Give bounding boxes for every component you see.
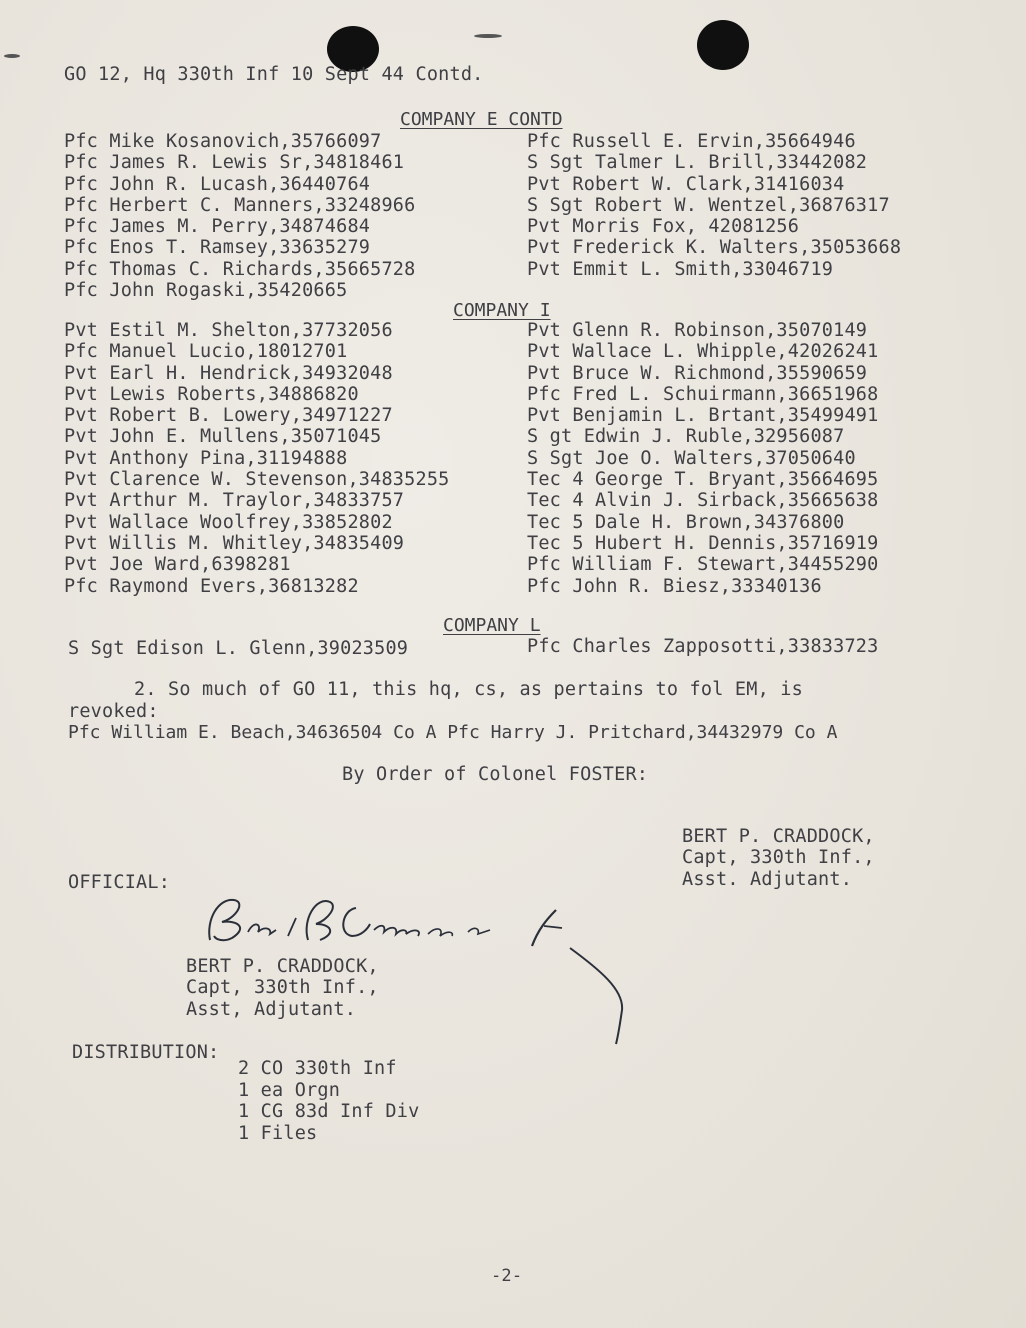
roster-entry: Pvt Benjamin L. Brtant,35499491 xyxy=(527,405,879,427)
company-i-right-column xyxy=(527,320,878,597)
distribution-list xyxy=(238,1058,419,1145)
roster-entry: Pvt Willis M. Whitley,34835409 xyxy=(64,532,405,554)
company-e-heading: COMPANY E CONTD xyxy=(400,109,563,130)
punch-hole-right xyxy=(697,20,749,70)
roster-entry: Pvt Frederick K. Walters,35053668 xyxy=(527,237,902,259)
roster-entry: S Sgt Talmer L. Brill,33442082 xyxy=(527,152,868,174)
official-signatory-title: Asst, Adjutant. xyxy=(186,998,357,1020)
roster-entry: Pvt Morris Fox, 42081256 xyxy=(527,216,800,238)
distribution-item: 1 Files xyxy=(238,1123,318,1145)
roster-entry: Pfc Fred L. Schuirmann,36651968 xyxy=(527,383,879,405)
distribution-item: 1 ea Orgn xyxy=(238,1079,341,1101)
document-header: GO 12, Hq 330th Inf 10 Sept 44 Contd. xyxy=(64,64,484,85)
handwritten-signature xyxy=(192,890,592,950)
roster-entry: Pvt Clarence W. Stevenson,34835255 xyxy=(64,469,450,491)
roster-entry: Tec 4 Alvin J. Sirback,35665638 xyxy=(527,490,879,512)
roster-entry: S Sgt Edison L. Glenn,39023509 xyxy=(68,638,409,659)
roster-entry: Pfc Mike Kosanovich,35766097 xyxy=(64,131,382,152)
roster-entry: Pvt Joe Ward,6398281 xyxy=(64,554,291,576)
distribution-item: 1 CG 83d Inf Div xyxy=(238,1101,420,1123)
ink-speck xyxy=(474,34,502,38)
roster-entry: Pvt Anthony Pina,31194888 xyxy=(64,447,348,469)
roster-entry: S Sgt Joe O. Walters,37050640 xyxy=(527,447,856,469)
roster-entry: Pvt Robert B. Lowery,34971227 xyxy=(64,405,393,427)
roster-entry: Pfc James R. Lewis Sr,34818461 xyxy=(64,152,405,174)
roster-entry: Pvt Emmit L. Smith,33046719 xyxy=(527,258,834,280)
roster-entry: Pvt Bruce W. Richmond,35590659 xyxy=(527,362,868,384)
roster-entry: Tec 4 George T. Bryant,35664695 xyxy=(527,469,879,491)
roster-entry: Pvt John E. Mullens,35071045 xyxy=(64,426,382,448)
company-l-heading: COMPANY L xyxy=(443,615,541,636)
revoked-entries: Pfc William E. Beach,34636504 Co A Pfc Harry J. Pritchard,34432979 Co A xyxy=(68,722,838,743)
roster-entry: Pvt Glenn R. Robinson,35070149 xyxy=(527,320,868,341)
roster-entry: Pfc John R. Biesz,33340136 xyxy=(527,575,822,597)
roster-entry: Pfc Manuel Lucio,18012701 xyxy=(64,341,348,363)
roster-entry: S Sgt Robert W. Wentzel,36876317 xyxy=(527,194,890,216)
roster-entry: Pvt Lewis Roberts,34886820 xyxy=(64,383,359,405)
roster-entry: Pvt Earl H. Hendrick,34932048 xyxy=(64,362,393,384)
signatory-rank: Capt, 330th Inf., xyxy=(682,847,875,869)
roster-entry: Pfc Russell E. Ervin,35664946 xyxy=(527,131,856,152)
company-e-left-column xyxy=(64,131,415,301)
official-signatory-name: BERT P. CRADDOCK, xyxy=(186,956,379,977)
roster-entry: Tec 5 Hubert H. Dennis,35716919 xyxy=(527,532,879,554)
roster-entry: Pfc Thomas C. Richards,35665728 xyxy=(64,258,416,280)
signatory-name: BERT P. CRADDOCK, xyxy=(682,826,875,847)
roster-entry: Pfc William F. Stewart,34455290 xyxy=(527,554,879,576)
signatory-block xyxy=(682,826,875,890)
revocation-paragraph-continued: revoked: xyxy=(68,701,159,722)
order-line: By Order of Colonel FOSTER: xyxy=(342,764,649,785)
roster-entry: Pfc Raymond Evers,36813282 xyxy=(64,575,359,597)
roster-entry: Pfc John Rogaski,35420665 xyxy=(64,280,348,302)
roster-entry: Pfc John R. Lucash,36440764 xyxy=(64,173,371,195)
roster-entry: Pvt Estil M. Shelton,37732056 xyxy=(64,320,393,341)
company-i-heading: COMPANY I xyxy=(453,300,551,321)
roster-entry: S gt Edwin J. Ruble,32956087 xyxy=(527,426,845,448)
roster-entry: Pvt Wallace L. Whipple,42026241 xyxy=(527,341,879,363)
signatory-title: Asst. Adjutant. xyxy=(682,868,853,890)
page-number: -2- xyxy=(491,1266,523,1286)
roster-entry: Pvt Arthur M. Traylor,34833757 xyxy=(64,490,405,512)
ink-speck xyxy=(4,54,20,58)
roster-entry: Pvt Robert W. Clark,31416034 xyxy=(527,173,845,195)
roster-entry: Tec 5 Dale H. Brown,34376800 xyxy=(527,511,845,533)
roster-entry: Pfc James M. Perry,34874684 xyxy=(64,216,371,238)
distribution-label: DISTRIBUTION: xyxy=(72,1042,220,1063)
revocation-paragraph: 2. So much of GO 11, this hq, cs, as pertains to fol EM, is xyxy=(134,679,803,700)
official-signatory-rank: Capt, 330th Inf., xyxy=(186,977,379,999)
roster-entry: Pfc Enos T. Ramsey,33635279 xyxy=(64,237,371,259)
distribution-item: 2 CO 330th Inf xyxy=(238,1058,397,1079)
company-e-right-column xyxy=(527,131,901,280)
official-label: OFFICIAL: xyxy=(68,872,171,893)
company-i-left-column xyxy=(64,320,450,597)
hand-drawn-bracket xyxy=(560,940,640,1050)
roster-entry: Pvt Wallace Woolfrey,33852802 xyxy=(64,511,393,533)
roster-entry: Pfc Charles Zapposotti,33833723 xyxy=(527,636,879,657)
roster-entry: Pfc Herbert C. Manners,33248966 xyxy=(64,194,416,216)
official-signatory-block xyxy=(186,956,379,1020)
